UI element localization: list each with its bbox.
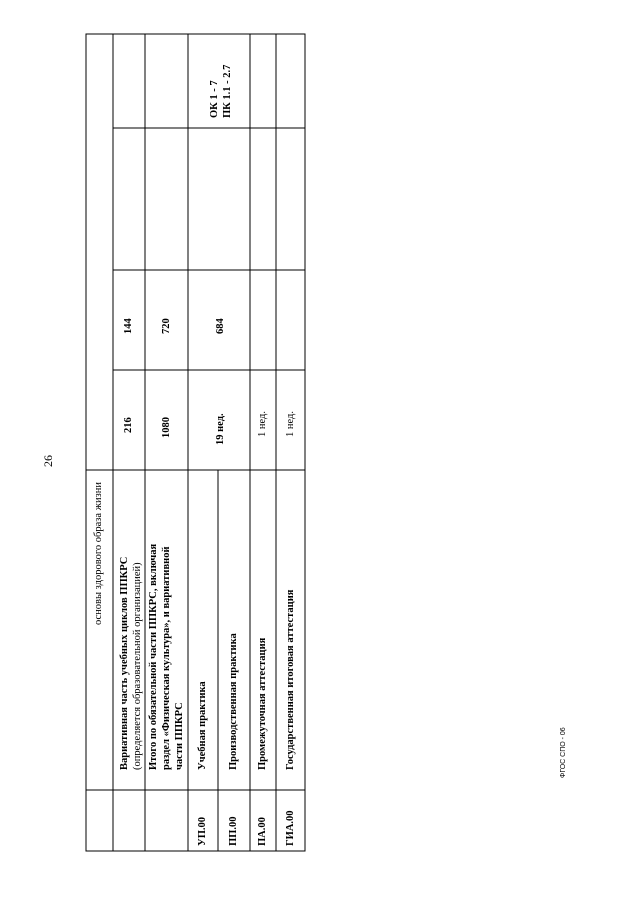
- row-gia-code: ГИА.00: [285, 810, 296, 846]
- row-total-name-line-3: части ППКРС: [174, 702, 185, 770]
- row-up-code: УП.00: [197, 817, 208, 846]
- row-gia-name: Государственная итоговая аттестация: [285, 589, 296, 770]
- document-footer: ФГОС СПО - 06: [560, 727, 567, 778]
- row-variative-name-line-2: (определяется образовательной организацией): [132, 562, 143, 770]
- row-pp-name: Производственная практика: [228, 633, 239, 770]
- row-variative-max-load: 216: [123, 417, 134, 433]
- row-total-name-line-2: раздел «Физическая культура», и вариативной: [161, 546, 172, 770]
- row-variative-name-line-1: Вариативная часть учебных циклов ППКРС: [119, 556, 130, 770]
- row-pp-code: ПП.00: [228, 816, 239, 846]
- row-total-name-line-1: Итого по обязательной части ППКРС, включая: [148, 543, 159, 770]
- row-gia-max-load: 1 нед.: [285, 411, 296, 437]
- row-pa-code: ПА.00: [257, 817, 268, 846]
- row-total-required-load: 720: [161, 318, 172, 334]
- row-total-max-load: 1080: [161, 417, 172, 438]
- row-health-name: основы здорового образа жизни: [93, 482, 104, 625]
- practice-weeks: 19 нед.: [215, 413, 226, 445]
- row-pa-name: Промежуточная аттестация: [257, 637, 268, 770]
- practice-hours: 684: [215, 318, 226, 334]
- page-number: 26: [41, 455, 55, 467]
- row-variative-required-load: 144: [123, 318, 134, 334]
- row-pa-max-load: 1 нед.: [257, 411, 268, 437]
- practice-competencies-1: ОК 1 - 7: [209, 80, 220, 118]
- practice-competencies-2: ПК 1.1 - 2.7: [222, 64, 233, 118]
- row-up-name: Учебная практика: [197, 681, 208, 770]
